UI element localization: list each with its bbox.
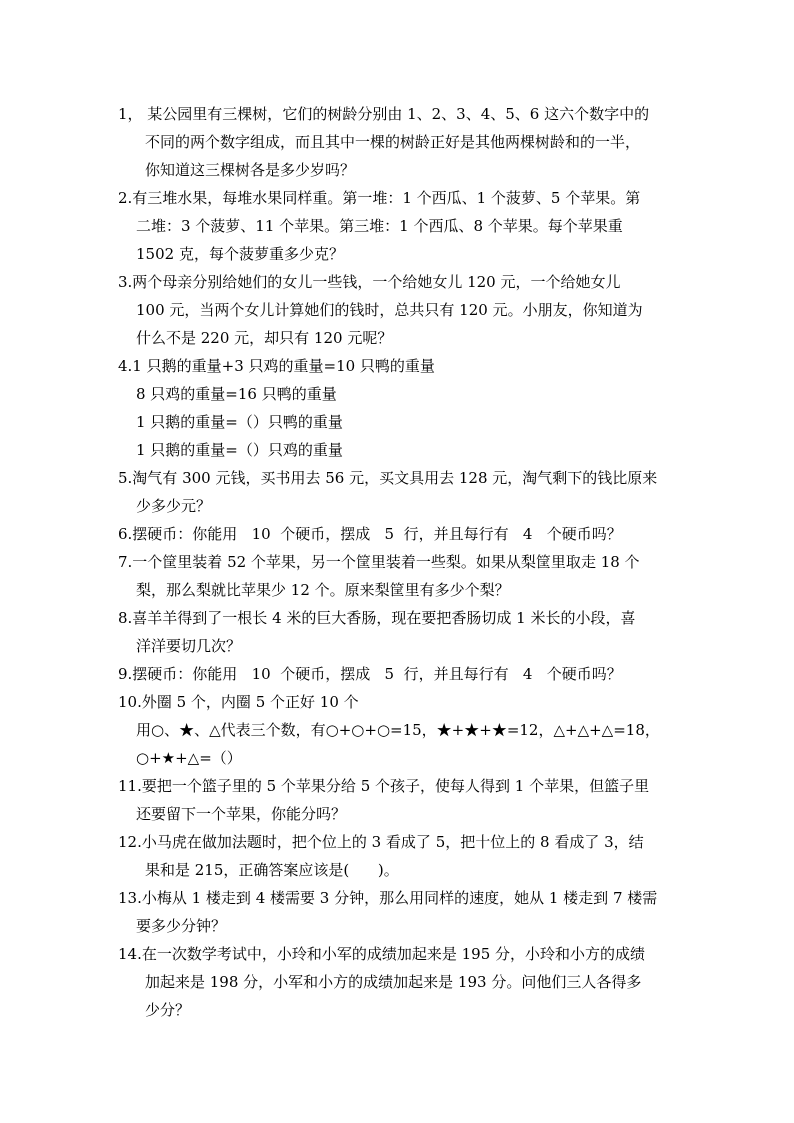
problem-7-line-2: 梨，那么梨就比苹果少 12 个。原来梨筐里有多少个梨？ [136,581,510,599]
problem-5-line-2: 少多少元？ [136,497,212,515]
problem-1-line-2: 不同的两个数字组成，而且其中一棵的树龄正好是其他两棵树龄和的一半， [145,133,641,151]
problem-12-line-1: 12.小马虎在做加法题时，把个位上的 3 看成了 5，把十位上的 8 看成了 3，结 [118,833,644,851]
problem-11-line-2: 还要留下一个苹果，你能分吗？ [136,805,347,823]
problem-4-line-3: 1 只鹅的重量=（）只鸭的重量 [136,413,343,431]
problem-14-line-2: 加起来是 198 分，小军和小方的成绩加起来是 193 分。问他们三人各得多 [145,973,642,991]
problem-8-line-1: 8.喜羊羊得到了一根长 4 米的巨大香肠，现在要把香肠切成 1 米长的小段，喜 [118,609,636,627]
problem-2-line-2: 二堆：3 个菠萝、11 个苹果。第三堆：1 个西瓜、8 个苹果。每个苹果重 [136,217,623,235]
problem-13-line-1: 13.小梅从 1 楼走到 4 楼需要 3 分钟，那么用同样的速度，她从 1 楼走到 7 楼需 [118,889,658,907]
problem-3-line-2: 100 元，当两个女儿计算她们的钱时，总共只有 120 元。小朋友，你知道为 [136,301,643,319]
problem-10-line-1: 10.外圈 5 个，内圈 5 个正好 10 个 [118,693,359,711]
problem-7-line-1: 7.一个筐里装着 52 个苹果，另一个筐里装着一些梨。如果从梨筐里取走 18 个 [118,553,640,571]
problem-13-line-2: 要多少分钟？ [136,917,227,935]
problem-3-line-1: 3.两个母亲分别给她们的女儿一些钱，一个给她女儿 120 元，一个给她女儿 [118,273,621,291]
problem-14-line-3: 少分？ [145,1001,191,1019]
problem-6-line-1: 6.摆硬币：你能用 10 个硬币，摆成 5 行，并且每行有 4 个硬币吗？ [118,525,622,543]
problem-4-line-4: 1 只鹅的重量=（）只鸡的重量 [136,441,343,459]
problem-14-line-1: 14.在一次数学考试中，小玲和小军的成绩加起来是 195 分，小玲和小方的成绩 [118,945,646,963]
problem-10-line-3: ○+★+△=（） [136,749,242,767]
problem-2-line-3: 1502 克，每个菠萝重多少克？ [136,245,344,263]
problem-4-line-1: 4.1 只鹅的重量+3 只鸡的重量=10 只鸭的重量 [118,357,435,375]
problem-8-line-2: 洋洋要切几次？ [136,637,242,655]
problem-2-line-1: 2.有三堆水果，每堆水果同样重。第一堆：1 个西瓜、1 个菠萝、5 个苹果。第 [118,189,641,207]
problem-9-line-1: 9.摆硬币：你能用 10 个硬币，摆成 5 行，并且每行有 4 个硬币吗？ [118,665,622,683]
problem-1-line-1: 1， 某公园里有三棵树，它们的树龄分别由 1、2、3、4、5、6 这六个数字中的 [118,105,650,123]
problem-3-line-3: 什么不是 220 元，却只有 120 元呢？ [136,329,393,347]
problem-11-line-1: 11.要把一个篮子里的 5 个苹果分给 5 个孩子，使每人得到 1 个苹果，但篮子里 [118,777,650,795]
problem-10-line-2: 用○、★、△代表三个数，有○+○+○=15，★+★+★=12，△+△+△=18， [136,721,660,739]
problem-1-line-3: 你知道这三棵树各是多少岁吗？ [145,161,356,179]
problem-5-line-1: 5.淘气有 300 元钱，买书用去 56 元，买文具用去 128 元，淘气剩下的钱比原来 [118,469,658,487]
problem-4-line-2: 8 只鸡的重量=16 只鸭的重量 [136,385,337,403]
problem-12-line-2: 果和是 215，正确答案应该是( )。 [145,861,399,879]
